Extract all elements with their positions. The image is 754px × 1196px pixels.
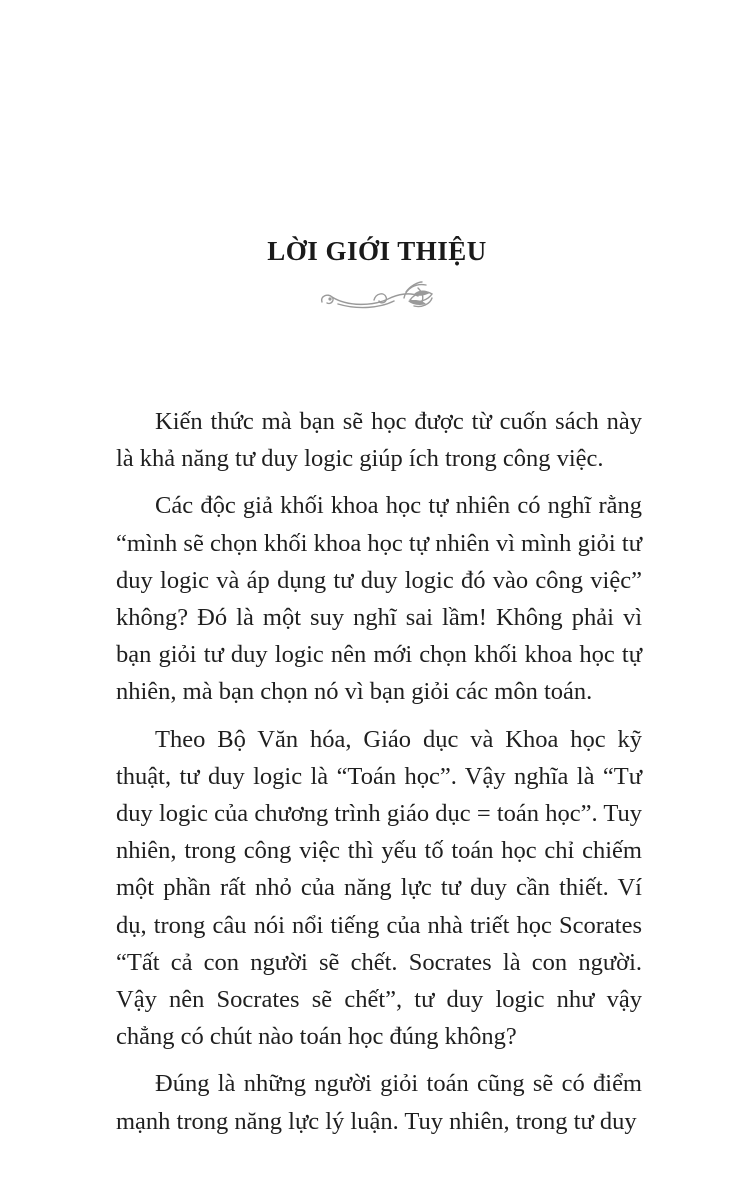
paragraph: Đúng là những người giỏi toán cũng sẽ có điểm mạnh trong năng lực lý luận. Tuy nhiên, trong tư duy [116, 1070, 642, 1135]
flourish-divider-icon [318, 280, 436, 316]
paragraph: Kiến thức mà bạn sẽ học được từ cuốn sách này là khả năng tư duy logic giúp ích trong công việc. [116, 408, 642, 473]
chapter-title: LỜI GIỚI THIỆU [267, 236, 487, 266]
paragraph: Theo Bộ Văn hóa, Giáo dục và Khoa học kỹ thuật, tư duy logic là “Toán học”. Vậy nghĩa là “Tư duy logic của chương trình giáo dục = toán học”. Tuy nhiên, trong công việc thì yếu tố toán học chỉ chiếm một phần rất nhỏ của năng lực tư duy cần thiết. Ví dụ, trong câu nói nổi tiếng của nhà triết học Scorates “Tất cả con người sẽ chết. Socrates là con người. Vậy nên Socrates sẽ chết”, tư duy logic như vậy chẳng có chút nào toán học đúng không? [116, 725, 642, 1051]
paragraph: Các độc giả khối khoa học tự nhiên có nghĩ rằng “mình sẽ chọn khối khoa học tự nhiên vì mình giỏi tư duy logic và áp dụng tư duy logic đó vào công việc” không? Đó là một suy nghĩ sai lầm! Không phải vì bạn giỏi tư duy logic nên mới chọn khối khoa học tự nhiên, mà bạn chọn nó vì bạn giỏi các môn toán. [116, 492, 642, 706]
body-text [116, 403, 642, 1150]
